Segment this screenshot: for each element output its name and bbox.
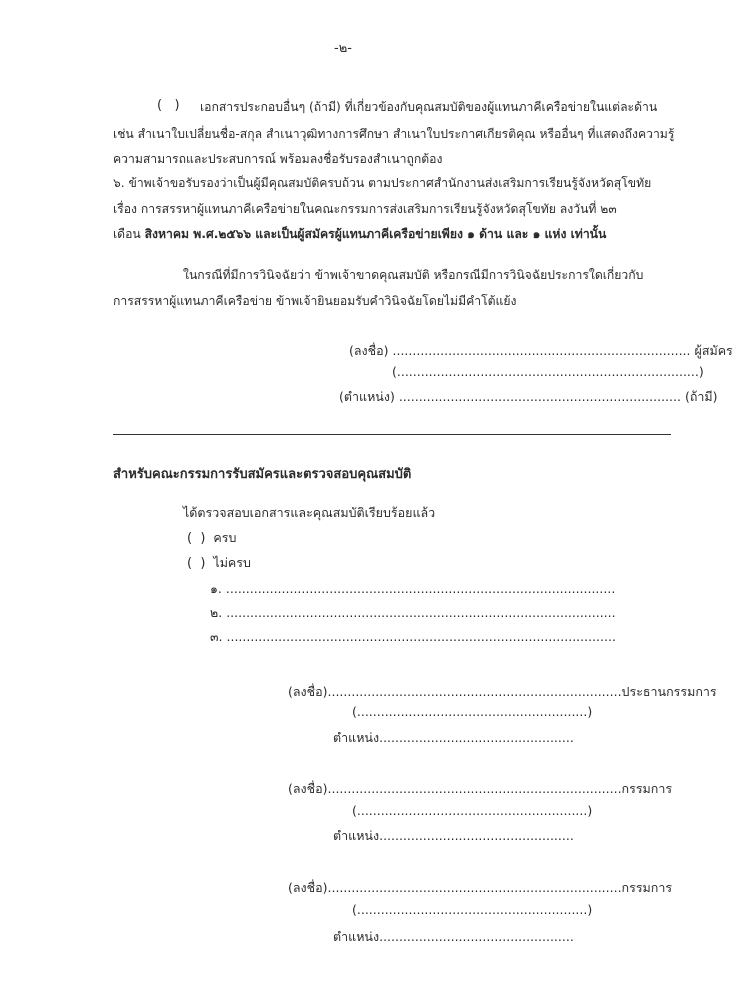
member2-sign-row — [288, 878, 672, 898]
missing-item-3 — [210, 627, 616, 647]
member1-sign-row — [288, 779, 672, 799]
member2-role: กรรมการ — [621, 880, 673, 895]
applicant-role: ผู้สมัคร — [694, 343, 733, 358]
option-complete-checkbox[interactable]: ( ) — [187, 531, 206, 546]
option-incomplete-label: ไม่ครบ — [213, 555, 251, 570]
committee-heading: สำหรับคณะกรรมการรับสมัครและตรวจสอบคุณสมบัติ — [113, 467, 412, 482]
item6-line3 — [113, 225, 606, 244]
missing-item-number: ๓. — [210, 629, 223, 644]
member2-position-row — [333, 927, 574, 947]
missing-item-field[interactable]: .................................................................................................. — [226, 605, 616, 620]
member2-name-field[interactable]: (..........................................................) — [352, 902, 593, 917]
missing-item-number: ๒. — [210, 605, 223, 620]
member1-role: กรรมการ — [621, 781, 673, 796]
missing-item-number: ๑. — [210, 581, 222, 596]
member1-position-label: ตำแหน่ง — [333, 828, 380, 843]
doc-item-line1: เอกสารประกอบอื่นๆ (ถ้ามี) ที่เกี่ยวข้องกับคุณสมบัติของผู้แทนภาคีเครือข่ายในแต่ละด้าน — [200, 100, 658, 114]
option-incomplete[interactable] — [187, 553, 251, 573]
member1-position-row — [333, 826, 574, 846]
member1-sign-field[interactable]: .......................................................................... — [327, 781, 622, 796]
item6-line3-bold: สิงหาคม พ.ศ.๒๕๖๖ และเป็นผู้สมัครผู้แทนภาคีเครือข่ายเพียง ๑ ด้าน และ ๑ แห่ง เท่านั้น — [144, 227, 607, 241]
applicant-name-field[interactable]: (............................................................................) — [392, 364, 704, 379]
doc-checkbox[interactable]: ( ) — [157, 98, 180, 113]
member2-position-field[interactable]: ................................................. — [379, 929, 574, 944]
chair-role: ประธานกรรมการ — [621, 684, 717, 699]
applicant-sign-label: (ลงชื่อ) — [349, 343, 389, 358]
page-number: -๒- — [334, 41, 352, 56]
applicant-position-note: (ถ้ามี) — [684, 389, 718, 404]
member2-sign-field[interactable]: .......................................................................... — [327, 880, 622, 895]
member2-sign-label: (ลงชื่อ) — [288, 880, 328, 895]
verified-text: ได้ตรวจสอบเอกสารและคุณสมบัติเรียบร้อยแล้ว — [183, 505, 436, 520]
member1-position-field[interactable]: ................................................. — [379, 828, 574, 843]
missing-item-1 — [210, 579, 615, 599]
missing-item-field[interactable]: .................................................................................................. — [225, 581, 616, 596]
chair-sign-field[interactable]: .......................................................................... — [327, 684, 622, 699]
applicant-sign-row — [349, 341, 733, 361]
chair-position-field[interactable]: ................................................. — [379, 730, 574, 745]
chair-position-label: ตำแหน่ง — [333, 730, 380, 745]
member2-position-label: ตำแหน่ง — [333, 929, 380, 944]
option-complete-label: ครบ — [213, 530, 237, 545]
chair-position-row — [333, 728, 574, 748]
section-divider — [113, 434, 671, 435]
judgement-line1: ในกรณีที่มีการวินิจฉัยว่า ข้าพเจ้าขาดคุณสมบัติ หรือกรณีมีการวินิจฉัยประการใดเกี่ยวกับ — [183, 268, 644, 282]
chair-sign-label: (ลงชื่อ) — [288, 684, 328, 699]
option-incomplete-checkbox[interactable]: ( ) — [187, 556, 206, 571]
missing-item-field[interactable]: .................................................................................................. — [226, 629, 616, 644]
chair-name-field[interactable]: (..........................................................) — [352, 704, 593, 719]
option-complete[interactable] — [187, 528, 236, 548]
judgement-line2: การสรรหาผู้แทนภาคีเครือข่าย ข้าพเจ้ายินยอมรับคำวินิจฉัยโดยไม่มีคำโต้แย้ง — [113, 294, 517, 308]
item6-line3-plain: เดือน — [113, 227, 145, 241]
item6-line2: เรื่อง การสรรหาผู้แทนภาคีเครือข่ายในคณะกรรมการส่งเสริมการเรียนรู้จังหวัดสุโขทัย ลงวันที่ ๒๓ — [113, 202, 617, 216]
applicant-sign-field[interactable]: ........................................................................... — [392, 343, 691, 358]
member1-name-field[interactable]: (..........................................................) — [352, 803, 593, 818]
doc-item-line3: ความสามารถและประสบการณ์ พร้อมลงชื่อรับรองสำเนาถูกต้อง — [113, 152, 443, 166]
doc-item-line2: เช่น สำเนาใบเปลี่ยนชื่อ-สกุล สำเนาวุฒิทางการศึกษา สำเนาใบประกาศเกียรติคุณ หรืออื่นๆ ที่แสดงถึงความรู้ — [113, 127, 675, 141]
applicant-position-label: (ตำแหน่ง) — [339, 389, 395, 404]
missing-item-2 — [210, 603, 616, 623]
chair-sign-row — [288, 682, 717, 702]
applicant-position-field[interactable]: ....................................................................... — [398, 389, 681, 404]
item6-line1: ๖. ข้าพเจ้าขอรับรองว่าเป็นผู้มีคุณสมบัติครบถ้วน ตามประกาศสำนักงานส่งเสริมการเรียนรู้จังหวัดสุโขทัย — [113, 176, 652, 190]
applicant-position-row — [339, 387, 718, 407]
member1-sign-label: (ลงชื่อ) — [288, 781, 328, 796]
